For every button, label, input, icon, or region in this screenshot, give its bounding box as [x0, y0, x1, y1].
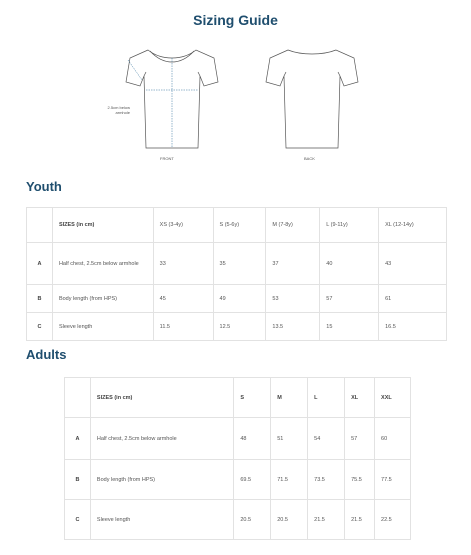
- table-cell: 57: [320, 285, 379, 313]
- table-cell: 33: [153, 243, 213, 285]
- table-cell: 45: [153, 285, 213, 313]
- tshirt-illustration: [100, 42, 370, 168]
- table-cell: 71.5: [271, 460, 308, 500]
- measure-note: 2.5cm below armhole: [107, 105, 130, 115]
- table-cell: 49: [213, 285, 266, 313]
- youth-table: [26, 207, 447, 341]
- row-label: Half chest, 2.5cm below armhole: [52, 243, 153, 285]
- youth-heading: Youth: [26, 179, 62, 194]
- table-cell: 37: [266, 243, 320, 285]
- table-row: [65, 418, 411, 460]
- table-cell: 54: [308, 418, 345, 460]
- table-cell: 12.5: [213, 313, 266, 341]
- table-cell: 35: [213, 243, 266, 285]
- table-cell: 20.5: [234, 500, 271, 540]
- table-cell: 11.5: [153, 313, 213, 341]
- row-label: Sleeve length: [90, 500, 233, 540]
- column-header: M: [271, 378, 308, 418]
- row-label: Sleeve length: [52, 313, 153, 341]
- row-code: B: [65, 460, 91, 500]
- table-cell: 60: [375, 418, 411, 460]
- table-cell: 16.5: [379, 313, 447, 341]
- table-row: [27, 285, 447, 313]
- row-label: Body length (from HPS): [52, 285, 153, 313]
- back-label: BACK: [304, 156, 315, 161]
- header-blank-cell: [27, 208, 53, 243]
- table-row: [65, 460, 411, 500]
- table-cell: 48: [234, 418, 271, 460]
- table-cell: 75.5: [345, 460, 375, 500]
- table-cell: 21.5: [308, 500, 345, 540]
- table-cell: 61: [379, 285, 447, 313]
- page-title: Sizing Guide: [193, 12, 278, 28]
- adults-table: [64, 377, 411, 540]
- table-row: [27, 243, 447, 285]
- column-header: XXL: [375, 378, 411, 418]
- table-header-row: [65, 378, 411, 418]
- front-label: FRONT: [160, 156, 174, 161]
- column-header: XL (12-14y): [379, 208, 447, 243]
- measure-lines: [128, 58, 198, 148]
- table-cell: 69.5: [234, 460, 271, 500]
- header-blank-cell: [65, 378, 91, 418]
- column-header: SIZES (in cm): [90, 378, 233, 418]
- row-code: A: [65, 418, 91, 460]
- column-header: L: [308, 378, 345, 418]
- row-code: B: [27, 285, 53, 313]
- table-cell: 43: [379, 243, 447, 285]
- table-cell: 51: [271, 418, 308, 460]
- column-header: SIZES (in cm): [52, 208, 153, 243]
- table-row: [27, 313, 447, 341]
- table-cell: 13.5: [266, 313, 320, 341]
- table-row: [65, 500, 411, 540]
- row-code: C: [27, 313, 53, 341]
- table-header-row: [27, 208, 447, 243]
- table-cell: 53: [266, 285, 320, 313]
- adults-heading: Adults: [26, 347, 67, 362]
- table-cell: 22.5: [375, 500, 411, 540]
- table-cell: 15: [320, 313, 379, 341]
- row-code: A: [27, 243, 53, 285]
- row-label: Half chest, 2.5cm below armhole: [90, 418, 233, 460]
- tshirt-diagram: [100, 42, 370, 168]
- tshirt-back: [266, 50, 358, 148]
- column-header: L (9-11y): [320, 208, 379, 243]
- column-header: XS (3-4y): [153, 208, 213, 243]
- table-cell: 20.5: [271, 500, 308, 540]
- column-header: XL: [345, 378, 375, 418]
- column-header: S: [234, 378, 271, 418]
- table-cell: 73.5: [308, 460, 345, 500]
- table-cell: 77.5: [375, 460, 411, 500]
- column-header: M (7-8y): [266, 208, 320, 243]
- column-header: S (5-6y): [213, 208, 266, 243]
- row-code: C: [65, 500, 91, 540]
- table-cell: 57: [345, 418, 375, 460]
- table-cell: 40: [320, 243, 379, 285]
- table-cell: 21.5: [345, 500, 375, 540]
- row-label: Body length (from HPS): [90, 460, 233, 500]
